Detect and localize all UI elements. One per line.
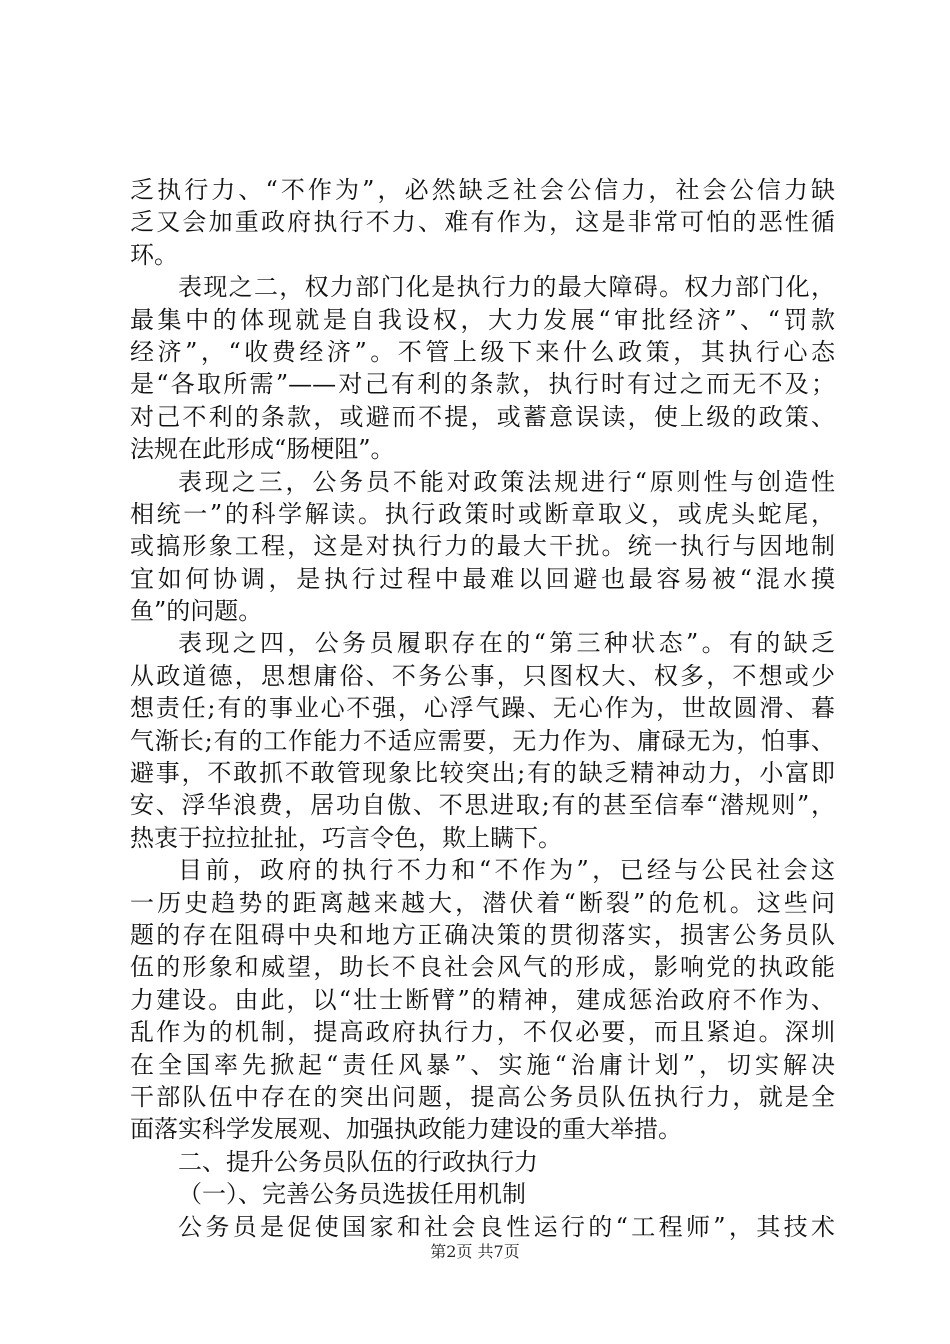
paragraph-line: 目前，政府的执行不力和“不作为”，已经与公民社会这 (178, 856, 835, 885)
paragraph-line: 环。 (130, 240, 178, 269)
section-heading-line: 二、提升公务员队伍的行政执行力 (178, 1147, 538, 1176)
paragraph-line: 在全国率先掀起“责任风暴”、实施“治庸计划”，切实解决 (130, 1050, 835, 1079)
paragraph-line: 表现之二，权力部门化是执行力的最大障碍。权力部门化， (178, 273, 835, 302)
paragraph-line: 乏执行力、“不作为”，必然缺乏社会公信力，社会公信力缺 (130, 176, 835, 204)
paragraph-line: 是“各取所需”——对己有利的条款，执行时有过之而无不及； (130, 370, 835, 399)
paragraph-line: 一历史趋势的距离越来越大，潜伏着“断裂”的危机。这些问 (130, 888, 835, 917)
paragraph-line: 安、浮华浪费，居功自傲、不思进取;有的甚至信奉“潜规则”， (130, 791, 835, 820)
paragraph-line: 对己不利的条款，或避而不提，或蓄意误读，使上级的政策、 (130, 402, 835, 431)
paragraph-line: 经济”，“收费经济”。不管上级下来什么政策，其执行心态 (130, 337, 835, 366)
paragraph-line: 相统一”的科学解读。执行政策时或断章取义，或虎头蛇尾， (130, 499, 835, 528)
paragraph-line: 法规在此形成“肠梗阻”。 (130, 435, 395, 464)
paragraph-line: 表现之四，公务员履职存在的“第三种状态”。有的缺乏 (178, 629, 835, 658)
paragraph-line: 热衷于拉拉扯扯，巧言令色，欺上瞒下。 (130, 823, 562, 852)
paragraph-line: 想责任;有的事业心不强，心浮气躁、无心作为，世故圆滑、暮 (130, 694, 835, 723)
paragraph-line: 气渐长;有的工作能力不适应需要，无力作为、庸碌无为，怕事、 (130, 726, 835, 755)
section-heading-line: （一）、完善公务员选拔任用机制 (178, 1180, 526, 1209)
paragraph-line: 乱作为的机制，提高政府执行力，不仅必要，而且紧迫。深圳 (130, 1018, 835, 1047)
paragraph-line: 乏又会加重政府执行不力、难有作为，这是非常可怕的恶性循 (130, 208, 835, 237)
paragraph-line: 面落实科学发展观、加强执政能力建设的重大举措。 (130, 1115, 682, 1144)
paragraph-line: 力建设。由此，以“壮士断臂”的精神，建成惩治政府不作为、 (130, 985, 835, 1014)
paragraph-line: 最集中的体现就是自我设权，大力发展“审批经济”、“罚款 (130, 305, 835, 334)
paragraph-line: 表现之三，公务员不能对政策法规进行“原则性与创造性 (178, 467, 835, 496)
paragraph-line: 题的存在阻碍中央和地方正确决策的贯彻落实，损害公务员队 (130, 920, 835, 949)
paragraph-line: 干部队伍中存在的突出问题，提高公务员队伍执行力，就是全 (130, 1082, 835, 1111)
paragraph-line: 避事，不敢抓不敢管现象比较突出;有的缺乏精神动力，小富即 (130, 759, 835, 788)
paragraph-line: 公务员是促使国家和社会良性运行的“工程师”，其技术 (178, 1212, 835, 1241)
body-text (130, 174, 835, 1243)
paragraph-line: 从政道德，思想庸俗、不务公事，只图权大、权多，不想或少 (130, 661, 835, 690)
paragraph-line: 伍的形象和威望，助长不良社会风气的形成，影响党的执政能 (130, 953, 835, 982)
paragraph-line: 鱼”的问题。 (130, 597, 263, 626)
page-footer: 第2页 共7页 (430, 1242, 520, 1261)
paragraph-line: 宜如何协调，是执行过程中最难以回避也最容易被“混水摸 (130, 564, 835, 593)
paragraph-line: 或搞形象工程，这是对执行力的最大干扰。统一执行与因地制 (130, 532, 835, 561)
